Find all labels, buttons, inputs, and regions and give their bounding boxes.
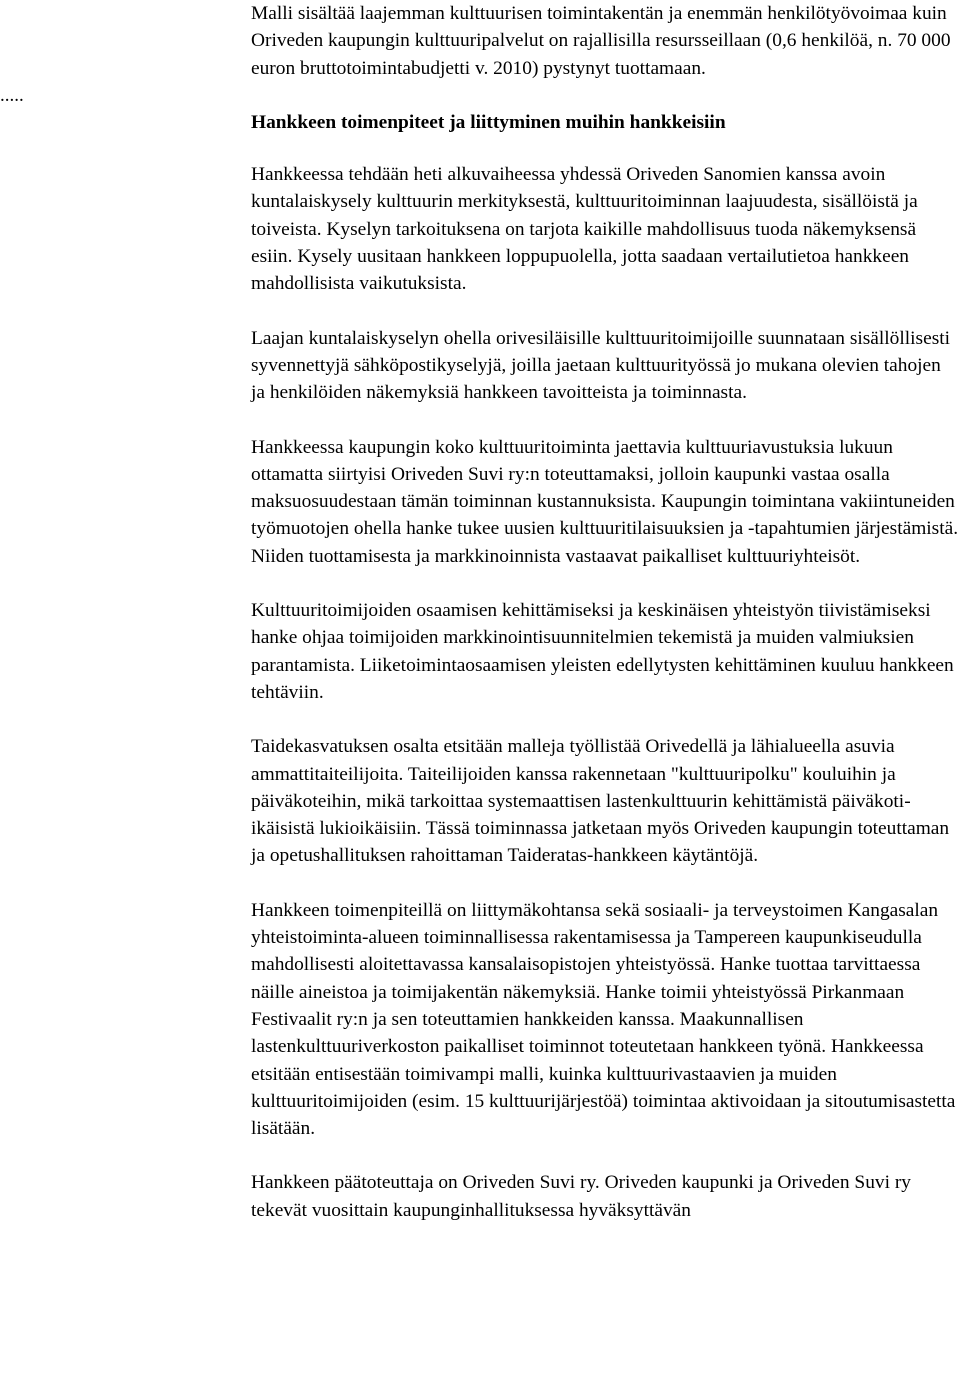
paragraph-paatoteuttaja: Hankkeen päätoteuttaja on Oriveden Suvi ry. Oriveden kaupunki ja Oriveden Suvi ry tekevät vuosittain kaupunginhallituksessa hyväksyttävän — [251, 1172, 911, 1221]
text-column — [251, 0, 959, 1224]
paragraph-osaaminen: Kulttuuritoimijoiden osaamisen kehittämiseksi ja keskinäisen yhteistyön tiivistämiseksi hanke ohjaa toimijoiden markkinointisuunnitelmien tekemistä ja muiden valmiuksien parantamista. Liiketoimintaosaamisen yleisten edellytysten kehittäminen kuuluu hankkeen tehtäviin. — [251, 600, 954, 703]
intro-paragraph: Malli sisältää laajemman kulttuurisen toimintakentän ja enemmän henkilötyövoimaa kuin Oriveden kaupungin kulttuuripalvelut on rajallisilla resursseillaan (0,6 henkilöä, n. 70 000 euron bruttotoimintabudjetti v. 2010) pystynyt tuottamaan. — [251, 3, 951, 79]
paragraph-kuntalaiskysely: Hankkeessa tehdään heti alkuvaiheessa yhdessä Oriveden Sanomien kanssa avoin kuntalaiskysely kulttuurin merkityksestä, kulttuuritoiminnan laajuudesta, sisällöistä ja toiveista. Kyselyn tarkoituksena on tarjota kaikille mahdollisuus tuoda näkemyksensä esiin. Kysely uusitaan hankkeen loppupuolella, jotta saadaan vertailutietoa hankkeen mahdollisista vaikutuksista. — [251, 164, 918, 295]
paragraph-liittymakohdat: Hankkeen toimenpiteillä on liittymäkohtansa sekä sosiaali- ja terveystoimen Kangasalan yhteistoiminta-alueen toiminnallisessa rakentamisessa ja Tampereen kaupunkiseudulla mahdollisesti aloitettavassa kansalaisopistojen yhteistyössä. Hanke tuottaa tarvittaessa näille aineistoa ja toimijakentän näkemyksiä. Hanke toimii yhteistyössä Pirkanmaan Festivaalit ry:n ja sen toteuttamien hankkeiden kanssa. Maakunnallisen lastenkulttuuriverkoston paikalliset toiminnot toteutetaan hankkeen työnä. Hankkeessa etsitään entisestään toimivampi malli, kuinka kulttuurivastaavien ja muiden kulttuuritoimijoiden (esim. 15 kulttuurijärjestöä) toimintaa aktivoidaan ja sitoutumisastetta lisätään. — [251, 899, 956, 1140]
paragraph-kulttuuritoiminta: Hankkeessa kaupungin koko kulttuuritoiminta jaettavia kulttuuriavustuksia lukuun ottamatta siirtyisi Oriveden Suvi ry:n toteuttamaksi, jolloin kaupunki vastaa osalla maksuosuudestaan tämän toiminnan kustannuksista. Kaupungin toimintana vakiintuneiden työmuotojen ohella hanke tukee uusien kulttuuritilaisuuksien ja -tapahtumien järjestämistä. Niiden tuottamisesta ja markkinoinnista vastaavat paikalliset kulttuuriyhteisöt. — [251, 436, 959, 567]
paragraph-sahkopostikysely: Laajan kuntalaiskyselyn ohella orivesiläisille kulttuuritoimijoille suunnataan sisällöllisesti syvennettyjä sähköpostikyselyjä, joilla jaetaan kulttuurityössä jo mukana olevien tahojen ja henkilöiden näkemyksiä hankkeen tavoitteista ja toiminnasta. — [251, 327, 951, 404]
margin-mark: ..... — [0, 85, 24, 106]
paragraph-taidekasvatus: Taidekasvatuksen osalta etsitään malleja työllistää Orivedellä ja lähialueella asuvia ammattitaiteilijoita. Taiteilijoiden kanssa rakennetaan "kulttuuripolku" kouluihin ja päiväkoteihin, mikä tarkoittaa systemaattisen lastenkulttuurin kehittämistä päiväkoti-ikäisistä lukioikäisiin. Tässä toiminnassa jatketaan myös Oriveden kaupungin toteuttaman ja opetushallituksen rahoittaman Taideratas-hankkeen käytäntöjä. — [251, 736, 950, 867]
section-heading: Hankkeen toimenpiteet ja liittyminen muihin hankkeisiin — [251, 111, 726, 133]
